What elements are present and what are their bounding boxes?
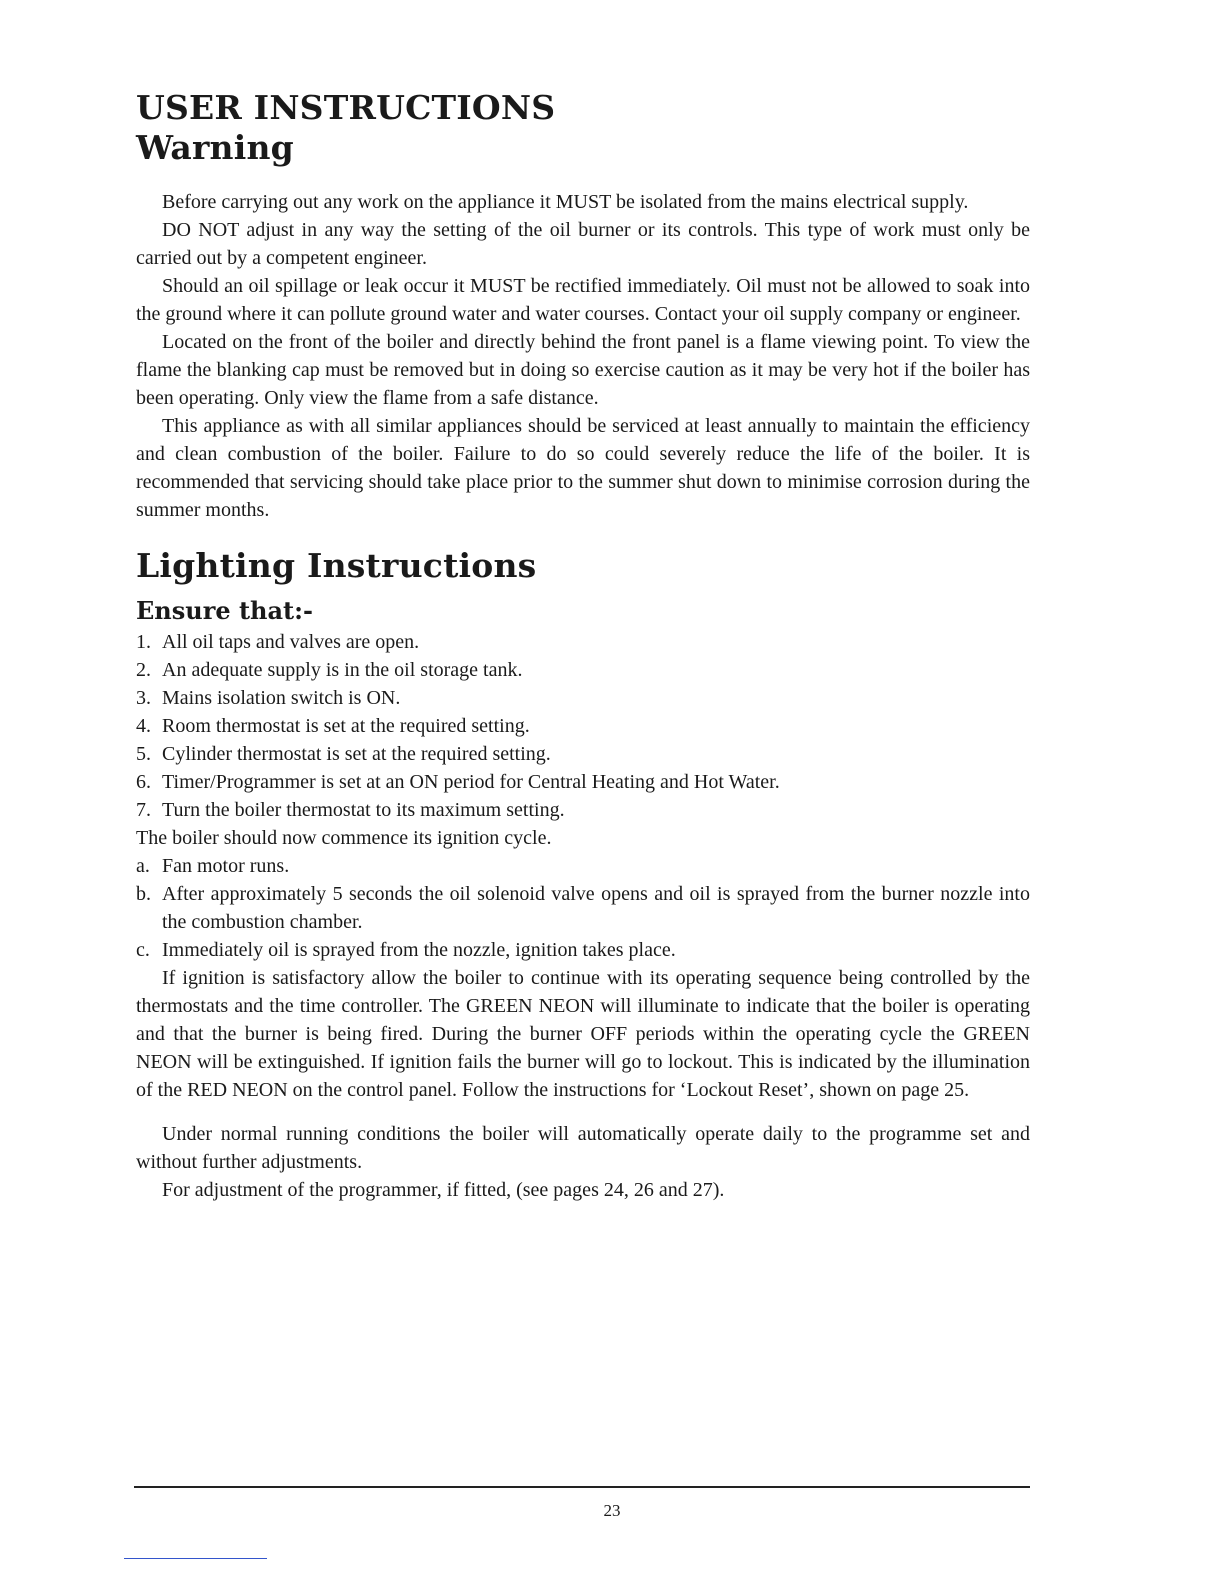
lighting-heading: Lighting Instructions [136,546,537,585]
list-item [136,852,1030,880]
list-marker: 7. [136,799,151,821]
list-item-text: Room thermostat is set at the required setting. [162,715,530,737]
page-number: 23 [603,1501,621,1520]
ensure-subheading: Ensure that:- [136,596,313,625]
list-item [136,628,1030,656]
list-item [136,656,1030,684]
list-item [136,768,1030,796]
cycle-intro: The boiler should now commence its ignition cycle. [136,827,552,849]
list-item [136,740,1030,768]
warning-paragraph: Should an oil spillage or leak occur it MUST be rectified immediately. Oil must not be allowed to soak into the ground where it can pollute ground water and water courses. Contact your oil supply company or engineer. [136,275,1030,325]
list-item [136,712,1030,740]
list-item-text: Timer/Programmer is set at an ON period for Central Heating and Hot Water. [162,771,780,793]
list-marker: 5. [136,743,151,765]
programmer-note: For adjustment of the programmer, if fitted, (see pages 24, 26 and 27). [162,1179,725,1201]
list-marker: 1. [136,631,151,653]
document-page [136,88,1030,1204]
list-marker: b. [136,883,151,905]
list-item-text: After approximately 5 seconds the oil solenoid valve opens and oil is sprayed from the burner nozzle into the combustion chamber. [162,883,1030,933]
warning-paragraph: DO NOT adjust in any way the setting of the oil burner or its controls. This type of work must only be carried out by a competent engineer. [136,219,1030,269]
list-item-text: Turn the boiler thermostat to its maximum setting. [162,799,565,821]
warning-paragraph: This appliance as with all similar appliances should be serviced at least annually to maintain the efficiency and clean combustion of the boiler. Failure to do so could severely reduce the life of the boiler. It is recommended that servicing should take place prior to the summer shut down to minimise corrosion during the summer months. [136,415,1030,521]
list-item-text: Cylinder thermostat is set at the required setting. [162,743,551,765]
list-marker: 2. [136,659,151,681]
warning-paragraph: Located on the front of the boiler and directly behind the front panel is a flame viewing point. To view the flame the blanking cap must be removed but in doing so exercise caution as it may be very hot if the boiler has been operating. Only view the flame from a safe distance. [136,331,1030,409]
list-marker: 4. [136,715,151,737]
list-item-text: All oil taps and valves are open. [162,631,420,653]
list-item [136,936,1030,964]
normal-running-paragraph: Under normal running conditions the boiler will automatically operate daily to the programme set and without further adjustments. [136,1123,1030,1173]
list-item [136,684,1030,712]
list-marker: c. [136,939,150,961]
warning-paragraph: Before carrying out any work on the appliance it MUST be isolated from the mains electrical supply. [162,191,969,213]
list-item-text: An adequate supply is in the oil storage tank. [162,659,523,681]
ignition-steps [136,852,1030,964]
list-marker: a. [136,855,150,877]
list-item [136,880,1030,936]
page-title: USER INSTRUCTIONS [136,88,556,127]
list-item-text: Mains isolation switch is ON. [162,687,401,709]
warning-heading: Warning [136,128,294,167]
checklist [136,628,1030,824]
ignition-paragraph: If ignition is satisfactory allow the boiler to continue with its operating sequence being controlled by the thermostats and the time controller. The GREEN NEON will illuminate to indicate that the boiler is operating and that the burner is being fired. During the burner OFF periods within the operating cycle the GREEN NEON will be extinguished. If ignition fails the burner will go to lockout. This is indicated by the illumination of the RED NEON on the control panel. Follow the instructions for ‘Lockout Reset’, shown on page 25. [136,967,1030,1101]
list-item [136,796,1030,824]
list-marker: 6. [136,771,151,793]
list-item-text: Immediately oil is sprayed from the nozzle, ignition takes place. [162,939,676,961]
list-marker: 3. [136,687,151,709]
link-underline-divider [124,1558,267,1559]
footer-divider [134,1486,1030,1488]
list-item-text: Fan motor runs. [162,855,290,877]
